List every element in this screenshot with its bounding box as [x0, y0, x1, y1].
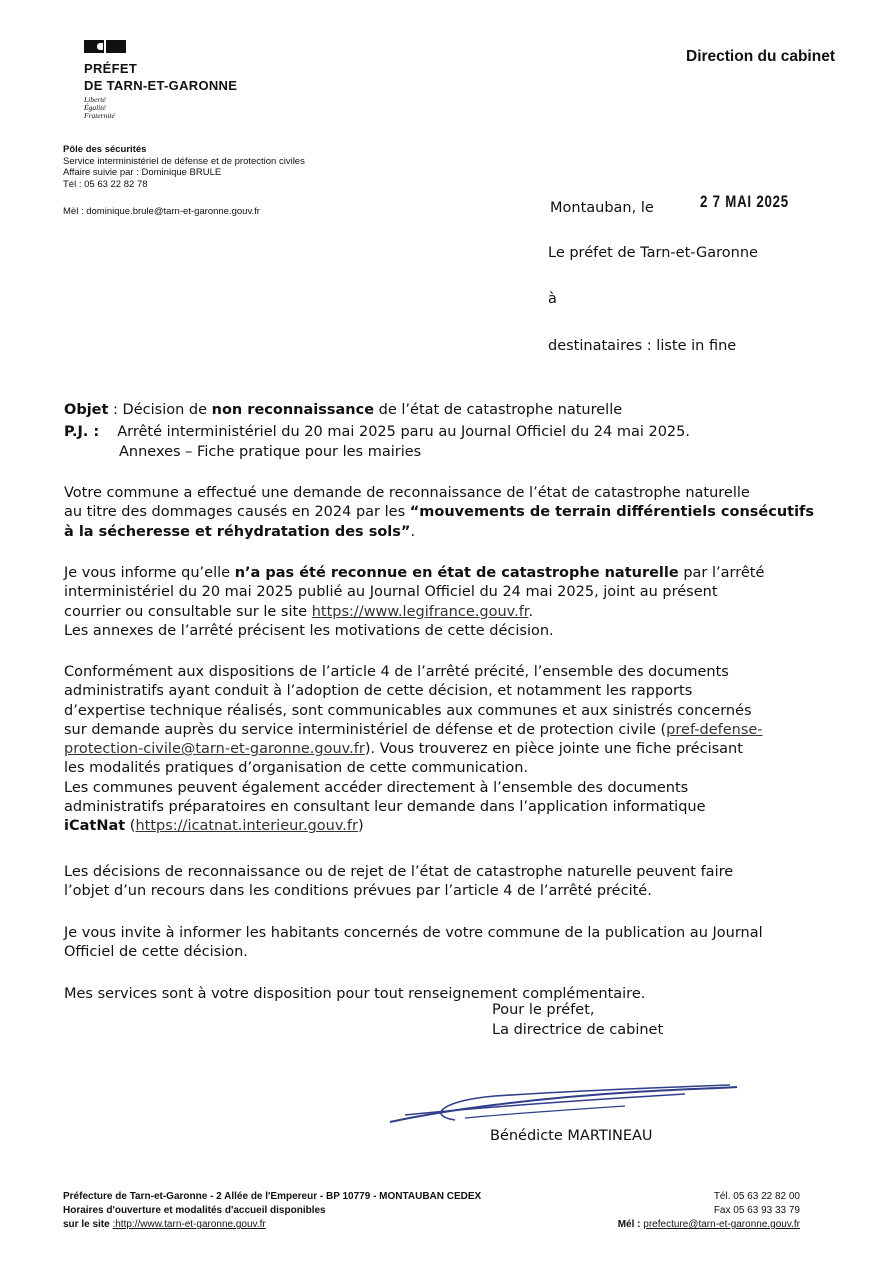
service-block — [63, 144, 305, 190]
paragraph-2 — [64, 564, 829, 641]
pj-item-2: Annexes – Fiche pratique pour les mairies — [119, 444, 422, 460]
footer-fax: Fax 05 63 93 33 79 — [713, 1205, 800, 1216]
footer-site-link[interactable]: :http://www.tarn-et-garonne.gouv.fr — [112, 1219, 266, 1230]
p3-line: administratifs ayant conduit à l’adoption de cette décision, et notamment les rapports — [64, 683, 693, 700]
p3-line: Les communes peuvent également accéder directement à l’ensemble des documents — [64, 779, 689, 796]
pole-label: Pôle des sécurités — [63, 144, 147, 155]
service-name: Service interministériel de défense et de protection civiles — [63, 155, 305, 167]
p3-line — [64, 721, 829, 740]
footer-mel-line — [560, 1218, 800, 1232]
p3-line: administratifs préparatoires en consultant leur demande dans l’application informatique — [64, 799, 706, 816]
to-word: à — [548, 291, 557, 307]
p3-text: ). Vous trouverez en pièce jointe une fiche précisant — [364, 741, 743, 758]
p1-line — [64, 503, 829, 522]
service-tel: Tél : 05 63 22 82 78 — [63, 178, 148, 190]
footer-tel: Tél. 05 63 22 82 00 — [713, 1191, 800, 1202]
objet-text: : Décision de — [108, 402, 212, 418]
pref-defense-link-cont[interactable]: protection-civile@tarn-et-garonne.gouv.fr — [64, 741, 365, 758]
icatnat-bold: iCatNat — [64, 818, 126, 835]
date-stamp: 2 7 MAI 2025 — [700, 192, 789, 211]
p1-bold: à la sécheresse et réhydratation des sols” — [64, 523, 411, 540]
paragraph-3 — [64, 663, 829, 837]
motto-fraternite: Fraternité — [84, 111, 115, 120]
footer-left — [63, 1190, 481, 1232]
handwritten-signature — [385, 1070, 745, 1130]
paragraph-5 — [64, 924, 829, 963]
p3-text: sur demande auprès du service interministériel de défense et de protection civile ( — [64, 721, 667, 738]
marianne-logo-icon — [84, 40, 126, 53]
departement-title: DE TARN-ET-GARONNE — [84, 78, 238, 93]
p2-text: Je vous informe qu’elle — [64, 565, 235, 581]
footer-address: Préfecture de Tarn-et-Garonne - 2 Allée de l'Empereur - BP 10779 - MONTAUBAN CEDEX — [63, 1191, 482, 1202]
p2-text: par l’arrêté — [678, 565, 765, 581]
p1-text: . — [410, 523, 416, 540]
footer-site-line — [63, 1218, 481, 1232]
icatnat-link[interactable]: https://icatnat.interieur.gouv.fr — [135, 818, 358, 835]
p1-line: Votre commune a effectué une demande de reconnaissance de l’état de catastrophe naturelle — [64, 485, 750, 501]
footer-site-label: sur le site — [63, 1219, 113, 1230]
p3-text: ) — [357, 818, 364, 835]
objet-label: Objet — [64, 402, 109, 418]
affaire-suivie: Affaire suivie par : Dominique BRULE — [63, 167, 222, 178]
motto-egalite: Égalité — [84, 103, 106, 112]
p4-line: l’objet d’un recours dans les conditions prévues par l’article 4 de l’arrêté précité. — [64, 883, 652, 900]
p2-text: . — [528, 603, 534, 620]
p1-line — [64, 523, 829, 542]
prefet-title: PRÉFET — [84, 61, 138, 76]
signature-pour: Pour le préfet, — [492, 1002, 595, 1018]
sender: Le préfet de Tarn-et-Garonne — [548, 245, 758, 261]
p6-line: Mes services sont à votre disposition pour tout renseignement complémentaire. — [64, 986, 646, 1002]
footer-right — [560, 1190, 800, 1232]
objet-text-after: de l’état de catastrophe naturelle — [374, 402, 623, 418]
paragraph-4 — [64, 863, 829, 902]
paragraph-6 — [64, 985, 829, 1004]
footer-mel-label: Mél : — [617, 1219, 644, 1230]
signature-role: La directrice de cabinet — [492, 1022, 664, 1038]
pj-item-1: Arrêté interministériel du 20 mai 2025 paru au Journal Officiel du 24 mai 2025. — [117, 424, 690, 440]
p3-line: Conformément aux dispositions de l’article 4 de l’arrêté précité, l’ensemble des documents — [64, 664, 729, 680]
p3-line — [64, 740, 829, 759]
p1-text: au titre des dommages causés en 2024 par les — [64, 504, 410, 521]
p2-line: interministériel du 20 mai 2025 publié au Journal Officiel du 24 mai 2025, joint au présent — [64, 584, 718, 601]
direction-heading: Direction du cabinet — [686, 48, 835, 65]
objet-line — [64, 402, 622, 418]
p4-line: Les décisions de reconnaissance ou de rejet de l’état de catastrophe naturelle peuvent faire — [64, 864, 734, 880]
p3-line: d’expertise technique réalisés, sont communicables aux communes et aux sinistrés concernés — [64, 702, 752, 719]
motto-liberte: Liberté — [84, 95, 106, 104]
service-mel: Mèl : dominique.brule@tarn-et-garonne.gouv.fr — [63, 206, 260, 217]
p2-bold: n’a pas été reconnue en état de catastrophe naturelle — [234, 565, 679, 581]
legifrance-link[interactable]: https://www.legifrance.gouv.fr — [311, 603, 529, 620]
p1-bold: “mouvements de terrain différentiels consécutifs — [409, 504, 814, 521]
paragraph-1 — [64, 484, 829, 542]
p5-line: Officiel de cette décision. — [64, 944, 248, 961]
footer-hours: Horaires d'ouverture et modalités d'accueil disponibles — [63, 1205, 326, 1216]
dateline-place: Montauban, le — [550, 200, 654, 216]
pj-line — [64, 424, 690, 440]
p2-text: courrier ou consultable sur le site — [64, 603, 312, 620]
p2-line — [64, 564, 829, 583]
p3-text: ( — [125, 818, 136, 835]
p2-line — [64, 603, 829, 622]
objet-bold: non reconnaissance — [211, 402, 375, 418]
p3-line: les modalités pratiques d’organisation de cette communication. — [64, 760, 529, 777]
pj-label: P.J. : — [64, 424, 100, 440]
footer-mel-link[interactable]: prefecture@tarn-et-garonne.gouv.fr — [643, 1219, 800, 1230]
signature-block — [492, 1000, 663, 1040]
signer-name: Bénédicte MARTINEAU — [490, 1128, 653, 1144]
p3-line — [64, 817, 829, 836]
recipients: destinataires : liste in fine — [548, 338, 737, 354]
p2-line: Les annexes de l’arrêté précisent les motivations de cette décision. — [64, 622, 554, 639]
pref-defense-link[interactable]: pref-defense- — [666, 721, 763, 738]
p5-line: Je vous invite à informer les habitants concernés de votre commune de la publication au Journal — [64, 925, 763, 941]
